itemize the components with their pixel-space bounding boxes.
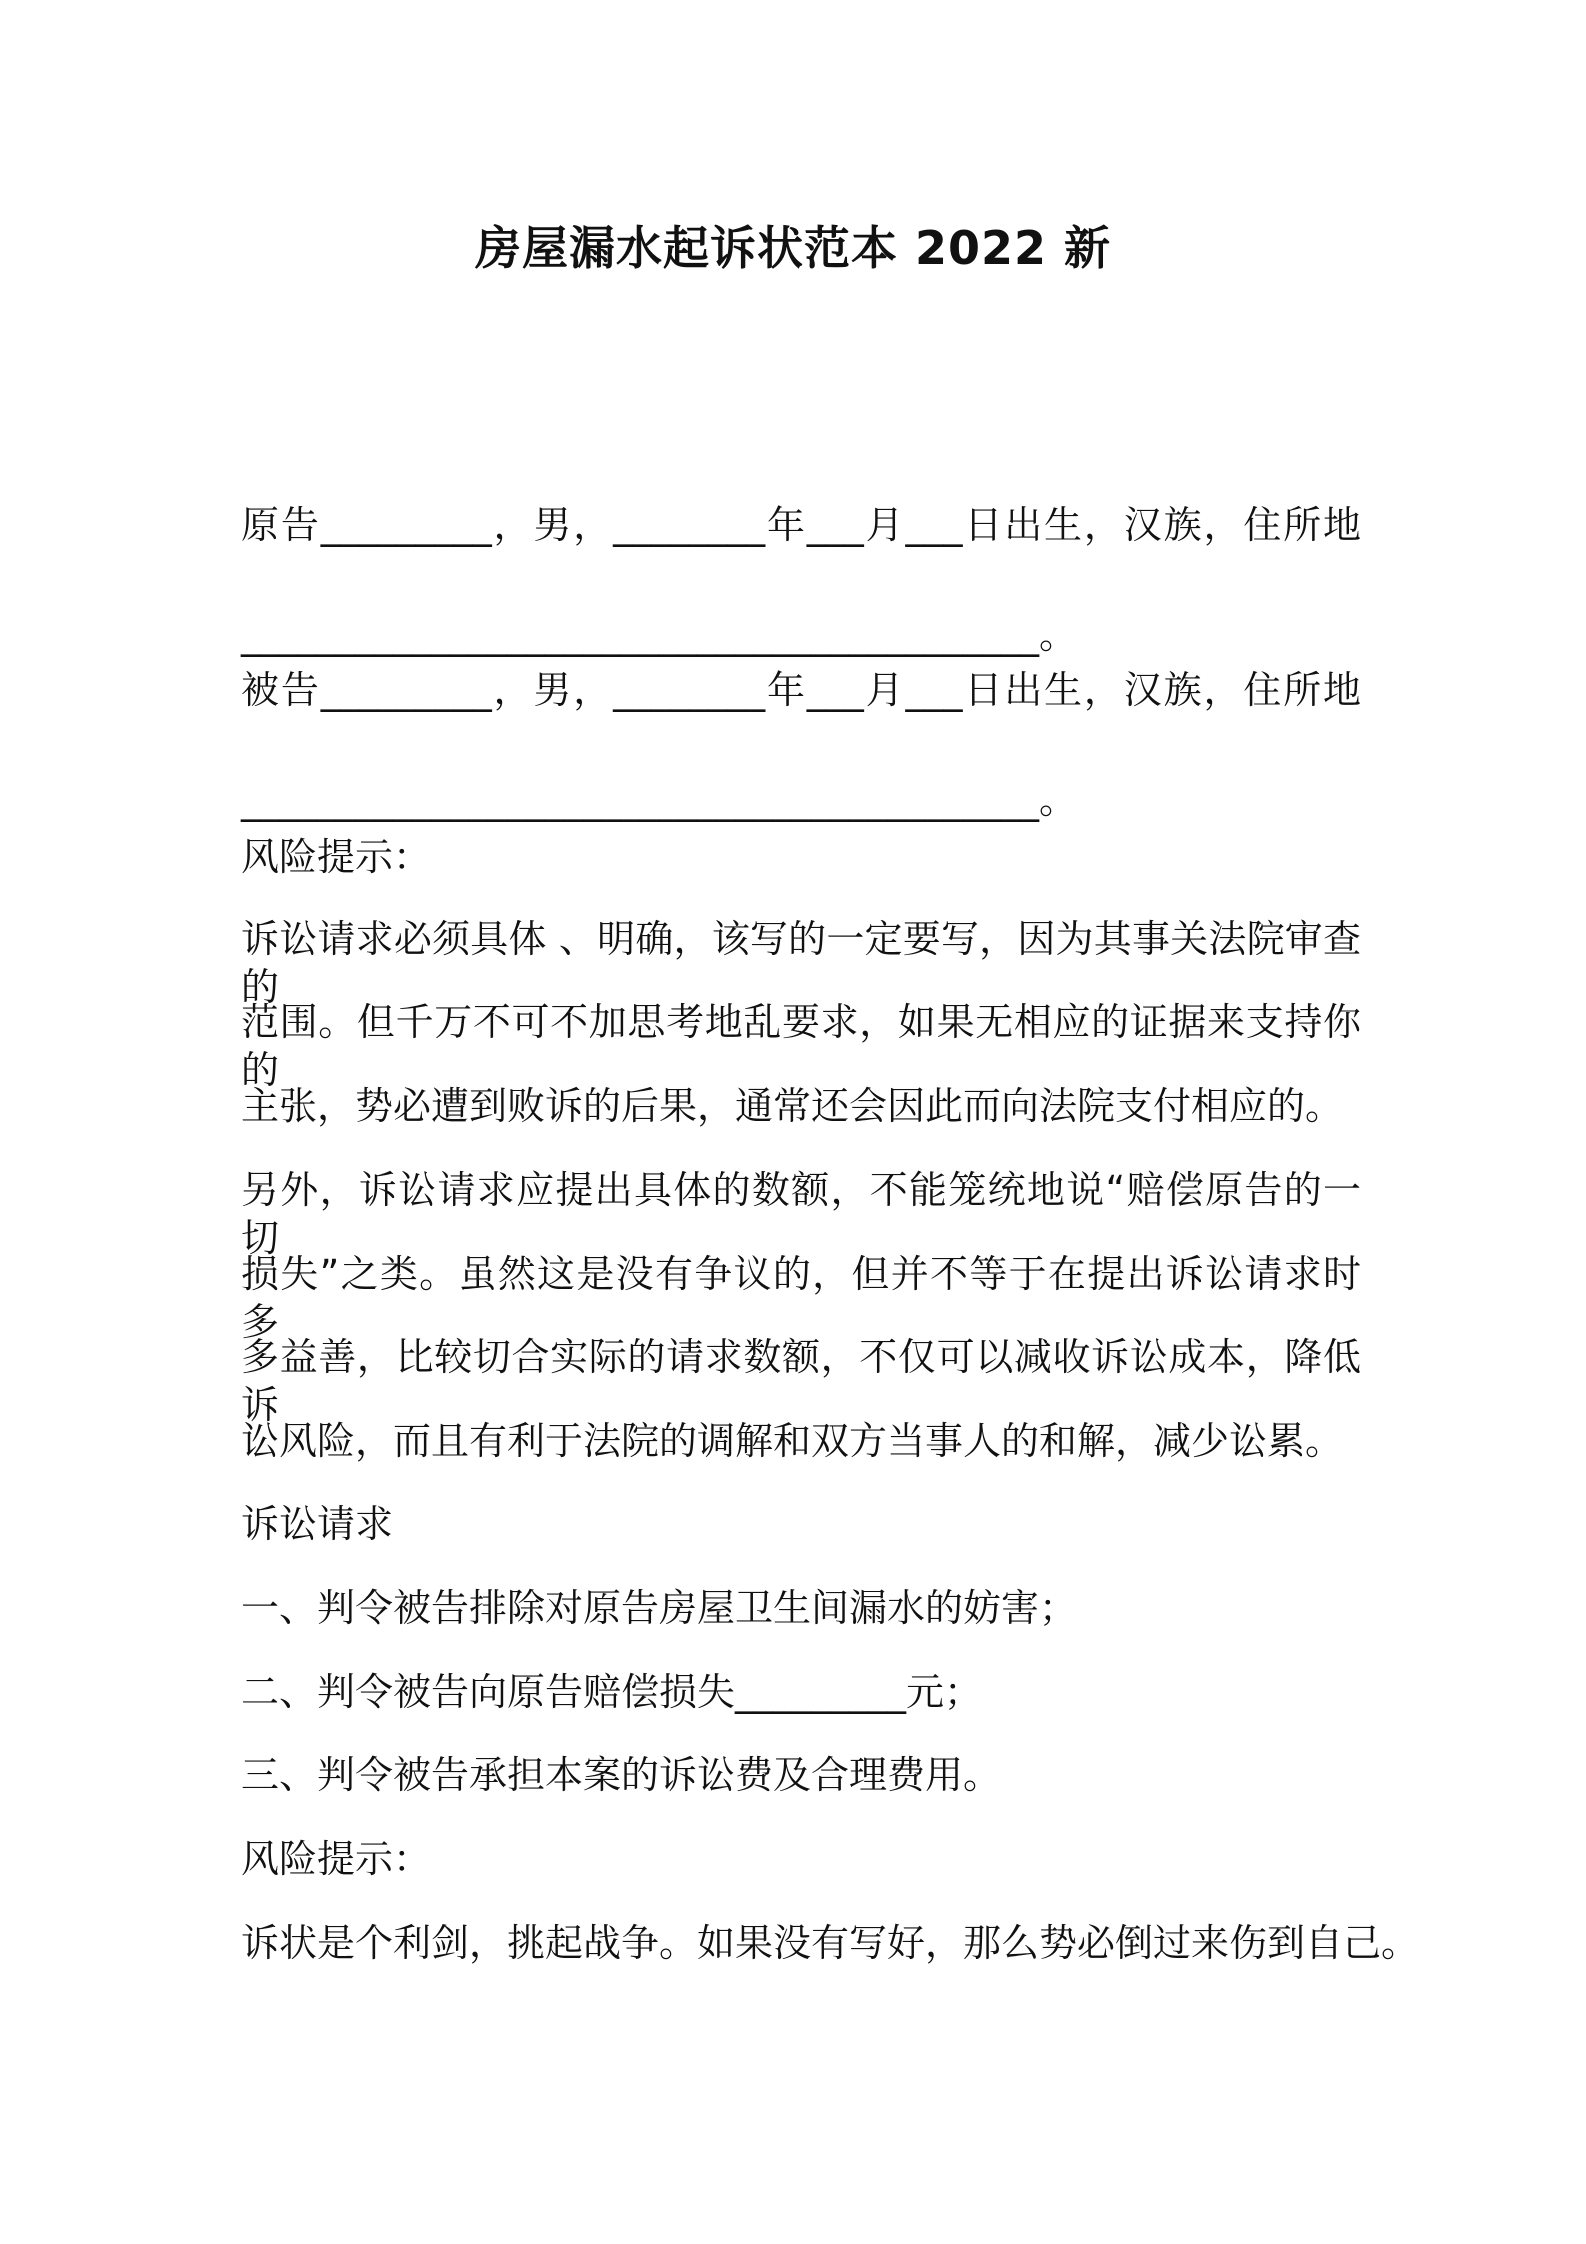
paragraph-line: 诉讼请求必须具体 、明确，该写的一定要写，因为其事关法院审查的	[241, 917, 1361, 1009]
paragraph-line: 讼风险，而且有利于法院的调解和双方当事人的和解，减少讼累。	[241, 1419, 1344, 1463]
paragraph-line: 损失”之类。虽然这是没有争议的，但并不等于在提出诉讼请求时多	[241, 1252, 1361, 1344]
risk-tip-heading: 风险提示：	[241, 835, 432, 879]
plaintiff-address-line: __________________________________________。	[241, 613, 1078, 657]
defendant-line: 被告_________，男，________年___月___日出生，汉族，住所地	[241, 668, 1361, 712]
paragraph-line: 多益善，比较切合实际的请求数额，不仅可以减收诉讼成本，降低诉	[241, 1335, 1361, 1427]
document-title: 房屋漏水起诉状范本 2022 新	[474, 221, 1112, 275]
paragraph-line: 另外，诉讼请求应提出具体的数额，不能笼统地说“赔偿原告的一切	[241, 1168, 1361, 1260]
paragraph-line: 范围。但千万不可不加思考地乱要求，如果无相应的证据来支持你的	[241, 1000, 1361, 1092]
defendant-address-line: __________________________________________。	[241, 778, 1078, 822]
paragraph-line: 主张，势必遭到败诉的后果，通常还会因此而向法院支付相应的。	[241, 1084, 1344, 1128]
claim-item: 二、判令被告向原告赔偿损失_________元；	[241, 1670, 983, 1714]
claims-heading: 诉讼请求	[241, 1502, 394, 1546]
risk-tip-heading: 风险提示：	[241, 1837, 432, 1881]
claim-item: 一、判令被告排除对原告房屋卫生间漏水的妨害；	[241, 1586, 1078, 1630]
plaintiff-line: 原告_________，男，________年___月___日出生，汉族，住所地	[241, 503, 1361, 547]
claim-item: 三、判令被告承担本案的诉讼费及合理费用。	[241, 1753, 1002, 1797]
closing-line: 诉状是个利剑，挑起战争。如果没有写好，那么势必倒过来伤到自己。	[241, 1921, 1420, 1965]
